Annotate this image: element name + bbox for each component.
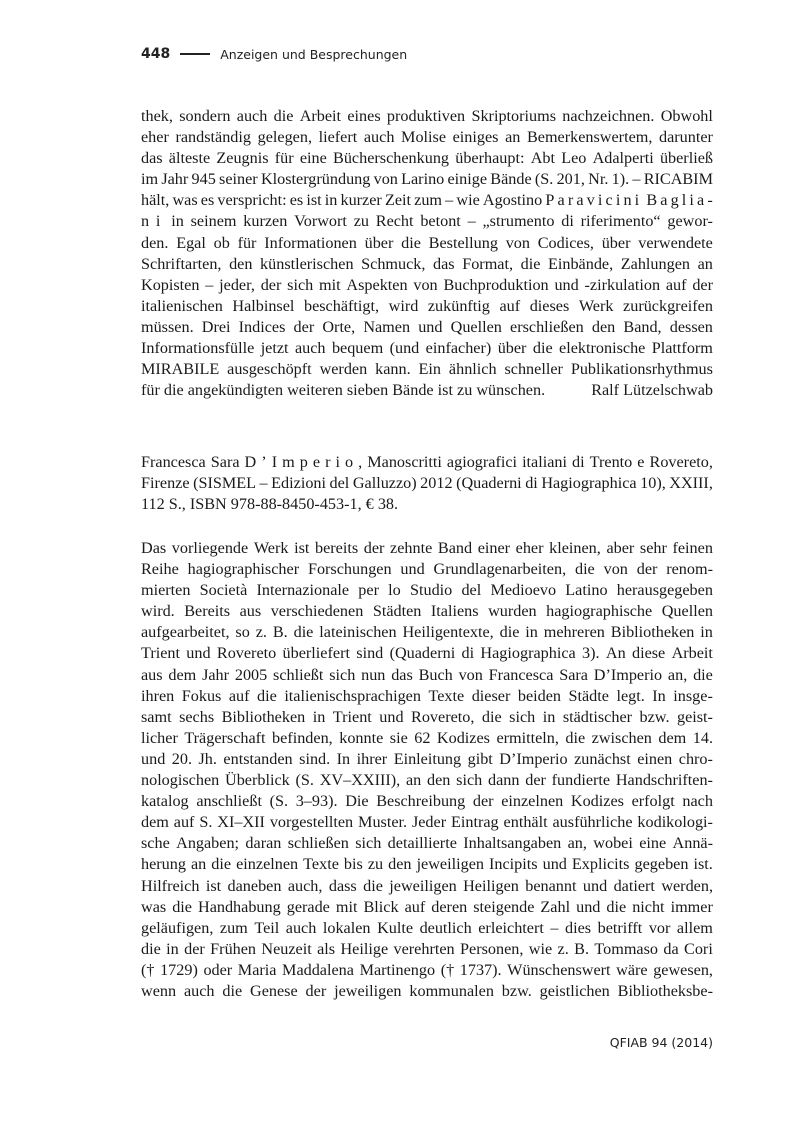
page-number: 448 xyxy=(141,46,171,62)
text-line: Trient und Rovereto überliefert sind (Quaderni di Hagiographica 3). An diese Arbeit xyxy=(141,644,713,663)
text-line: das älteste Zeugnis für eine Bücherschenkung überhaupt: Abt Leo Adalperti überließ xyxy=(141,149,713,168)
text-line: Kopisten – jeder, der sich mit Aspekten von Buchproduktion und -zirkulation auf der xyxy=(141,275,713,294)
running-head xyxy=(141,44,407,64)
text-line: aus dem Jahr 2005 schließt sich nun das Buch von Francesca Sara D’Imperio an, die xyxy=(141,665,713,684)
text-line: licher Trägerschaft befinden, konnte sie 62 Kodizes ermitteln, die zwischen dem 14. xyxy=(141,728,713,747)
section-title: Anzeigen und Besprechungen xyxy=(220,46,408,62)
text-line: Informationsfülle jetzt auch bequem (und einfacher) über die elektronische Plattform xyxy=(141,339,713,358)
bib-line: Firenze (SISMEL – Edizioni del Galluzzo) 2012 (Quaderni di Hagiographica 10), XXIII, xyxy=(141,474,713,493)
bib-line: 112 S., ISBN 978-88-8450-453-1, € 38. xyxy=(141,495,399,514)
text-line: Das vorliegende Werk ist bereits der zehnte Band einer eher kleinen, aber sehr feinen xyxy=(141,539,713,557)
text-line: italienischen Halbinsel beschäftigt, wird zukünftig auf dieses Werk zurückgreifen xyxy=(141,296,713,315)
text-line: mierten Società Internazionale per lo Studio del Medioevo Latino herausgegeben xyxy=(141,581,713,600)
text-line: († 1729) oder Maria Maddalena Martinengo († 1737). Wünschenswert wäre gewesen, xyxy=(141,960,713,979)
text-line: samt sechs Bibliotheken in Trient und Rovereto, die sich in städtischer bzw. geist- xyxy=(141,707,713,726)
text-line: ihren Fokus auf die italienischsprachigen Texte dieser beiden Städte legt. In insge- xyxy=(141,686,713,705)
text-line: und 20. Jh. entstanden sind. In ihrer Einleitung gibt D’Imperio zunächst einen chro- xyxy=(141,749,713,768)
previous-review-text xyxy=(141,106,713,401)
text-line: Reihe hagiographischer Forschungen und Grundlagenarbeiten, die von der renom- xyxy=(141,560,713,579)
text-line: katalog anschließt (S. 3–93). Die Beschreibung der einzelnen Kodizes erfolgt nach xyxy=(141,792,713,811)
closing-line xyxy=(141,380,713,401)
text-line: aufgearbeitet, so z. B. die lateinischen Heiligentexte, die in mehreren Bibliotheken in xyxy=(141,623,713,642)
text-line: thek, sondern auch die Arbeit eines produktiven Skriptoriums nachzeichnen. Obwohl xyxy=(141,107,713,125)
text-line: im Jahr 945 seiner Klostergründung von Larino einige Bände (S. 201, Nr. 1). – RICABIM xyxy=(141,170,713,189)
text-line: eher randständig gelegen, liefert auch Molise einiges an Bemerkenswertem, darunter xyxy=(141,128,713,147)
text-line: den. Egal ob für Informationen über die Bestellung von Codices, über verwendete xyxy=(141,233,713,252)
journal-footer: QFIAB 94 (2014) xyxy=(609,1035,713,1050)
text-line: wenn auch die Genese der jeweiligen kommunalen bzw. geistlichen Bibliotheksbe- xyxy=(141,981,713,1000)
text-line: die in der Frühen Neuzeit als Heilige verehrten Personen, wie z. B. Tommaso da Cori xyxy=(141,939,713,958)
head-rule xyxy=(180,53,210,55)
text-line: wird. Bereits aus verschiedenen Städten Italiens wurden hagiographische Quellen xyxy=(141,602,713,621)
text-line: n i in seinem kurzen Vorwort zu Recht betont – „strumento di riferimento“ gewor- xyxy=(141,212,713,231)
text-line: sche Angaben; daran schließen sich detaillierte Inhaltsangaben an, wobei eine Annä- xyxy=(141,834,713,853)
text-line: müssen. Drei Indices der Orte, Namen und Quellen erschließen den Band, dessen xyxy=(141,317,713,336)
text-line: Schriftarten, den künstlerischen Schmuck, das Format, die Einbände, Zahlungen an xyxy=(141,254,713,273)
text-line: Hilfreich ist daneben auch, dass die jeweiligen Heiligen benannt und datiert werden, xyxy=(141,876,713,895)
text-line: hält, was es verspricht: es ist in kurzer Zeit zum – wie Agostino P a r a v i c i n i B a g l i a - xyxy=(141,191,713,210)
text-line: was die Handhabung gerade mit Blick auf deren steigende Zahl und die nicht immer xyxy=(141,897,713,916)
bib-line: Francesca Sara D ’ I m p e r i o , Manoscritti agiografici italiani di Trento e Rovereto, xyxy=(141,453,713,471)
review-body-text xyxy=(141,538,713,1002)
text-line: geläufigen, zum Teil auch lokalen Kulte deutlich erleichtert – dies betrifft vor allem xyxy=(141,918,713,937)
text-line: herung an die einzelnen Texte bis zu den jeweiligen Incipits und Explicits gegeben ist. xyxy=(141,855,713,874)
closing-text: für die angekündigten weiteren sieben Bände ist zu wünschen. xyxy=(141,381,546,400)
reviewer-signature: Ralf Lützelschwab xyxy=(591,381,713,400)
text-line: dem auf S. XI–XII vorgestellten Muster. Jeder Eintrag enthält ausführliche kodikologi- xyxy=(141,813,713,832)
bibliographic-entry xyxy=(141,452,713,515)
text-line: nologischen Überblick (S. XV–XXIII), an den sich dann der fundierte Handschriften- xyxy=(141,771,713,790)
text-line: MIRABILE ausgeschöpft werden kann. Ein ähnlich schneller Publikationsrhythmus xyxy=(141,360,713,379)
